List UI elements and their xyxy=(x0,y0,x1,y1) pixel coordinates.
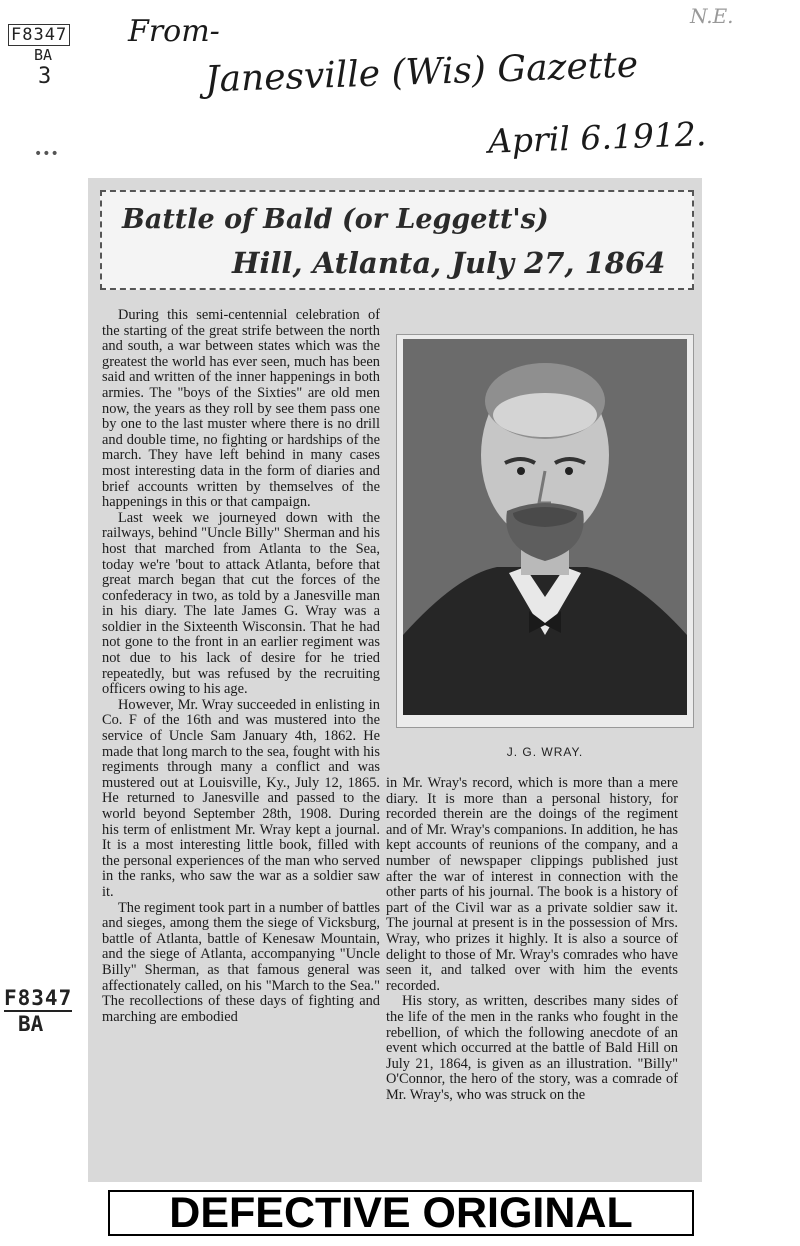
newspaper-clipping xyxy=(88,178,702,1182)
annotation-source: Janesville (Wis) Gazette xyxy=(204,44,639,101)
article-paragraph: in Mr. Wray's record, which is more than a mere diary. It is more than a personal history, for recorded therein are the doings of the regiment and of Mr. Wray's companions. In addition, he has kept accounts of reunions of the company, and a number of newspaper clippings published just after the war of interest in connection with the other parts of his journal. The book is a history of part of the Civil war as a private soldier saw it. The journal at present is in the possession of Mrs. Wray, who prizes it highly. It is also a source of delight to those of Mr. Wray's comrades who have seen it, and talked over with him the events recorded. xyxy=(386,776,678,994)
portrait-photo xyxy=(396,334,694,759)
headline-line-1: Battle of Bald (or Leggett's) xyxy=(122,204,549,235)
portrait-image xyxy=(397,335,693,727)
annotation-date: April 6.1912. xyxy=(487,114,707,161)
article-paragraph: However, Mr. Wray succeeded in enlisting in Co. F of the 16th and was mustered into the service of Uncle Sam January 4th, 1862. He made that long march to the sea, fought with his regiments through many a conflict and was mustered out at Louisville, Ky., July 12, 1865. He returned to Janesville and passed to the world beyond September 28th, 1908. During his term of enlistment Mr. Wray kept a journal. It is a most interesting little book, filled with the personal experiences of the man who served in the ranks, who saw the war as a soldier saw it. xyxy=(102,696,380,900)
catalog-code-top-2: BA xyxy=(34,46,53,64)
headline-line-2: Hill, Atlanta, July 27, 1864 xyxy=(232,246,666,280)
article-paragraph: His story, as written, describes many sides of the life of the men in the ranks who fought in the rebellion, of which the following anecdote of an event which occurred at the battle of Bald Hill on July 21, 1864, is given as an illustration. "Billy" O'Connor, the hero of the story, was a comrade of Mr. Wray's, who was struck on the xyxy=(386,993,678,1103)
photo-caption: J. G. WRAY. xyxy=(506,745,584,759)
catalog-code-side xyxy=(4,986,72,1036)
catalog-code-top xyxy=(8,24,70,89)
headline-box xyxy=(100,190,694,290)
margin-dots: ••• xyxy=(34,146,59,162)
annotation-from: From- xyxy=(128,14,220,49)
catalog-code-side-2: BA xyxy=(18,1012,44,1036)
article-paragraph: The regiment took part in a number of battles and sieges, among them the siege of Vicksburg, battle of Atlanta, battle of Kenesaw Mountain, and the siege of Atlanta, accompanying "Uncle Billy" Sherman, as that famous general was affectionately called, on his "March to the Sea." The recollections of these days of fighting and marching are embodied xyxy=(102,899,380,1025)
defective-original-stamp: DEFECTIVE ORIGINAL xyxy=(108,1190,694,1236)
article-paragraph: Last week we journeyed down with the railways, behind "Uncle Billy" Sherman and his host that marched from Atlanta to the Sea, today we're 'bout to attack Atlanta, before that great march began that cut the forces of the confederacy in two, as told by a Janesville man in his diary. The late James G. Wray was a soldier in the Sixteenth Wisconsin. That he had not gone to the front in an earlier regiment was not due to his lack of desire for he tried repeatedly, but was refused by the recruiting officers owing to his age. xyxy=(102,509,380,698)
catalog-code-top-3: 3 xyxy=(38,64,52,89)
article-paragraph: During this semi-centennial celebration of the starting of the great strife between the north and south, a war between states which was the greatest the world has ever seen, much has been said and written of the inner happenings in both armies. The "boys of the Sixties" are old men now, the years as they roll by see them pass one by one to the last muster where there is no drill and double time, no fighting or hardships of the march. They have left behind in many cases most interesting data in the form of diaries and brief accounts written by themselves of the happenings in this or that campaign. xyxy=(102,308,380,511)
catalog-code-top-1: F8347 xyxy=(8,24,70,46)
corner-mark: N.E. xyxy=(690,4,734,28)
article-right-column xyxy=(386,776,678,1180)
catalog-code-side-1: F8347 xyxy=(4,986,73,1010)
article-left-column xyxy=(102,308,380,1180)
